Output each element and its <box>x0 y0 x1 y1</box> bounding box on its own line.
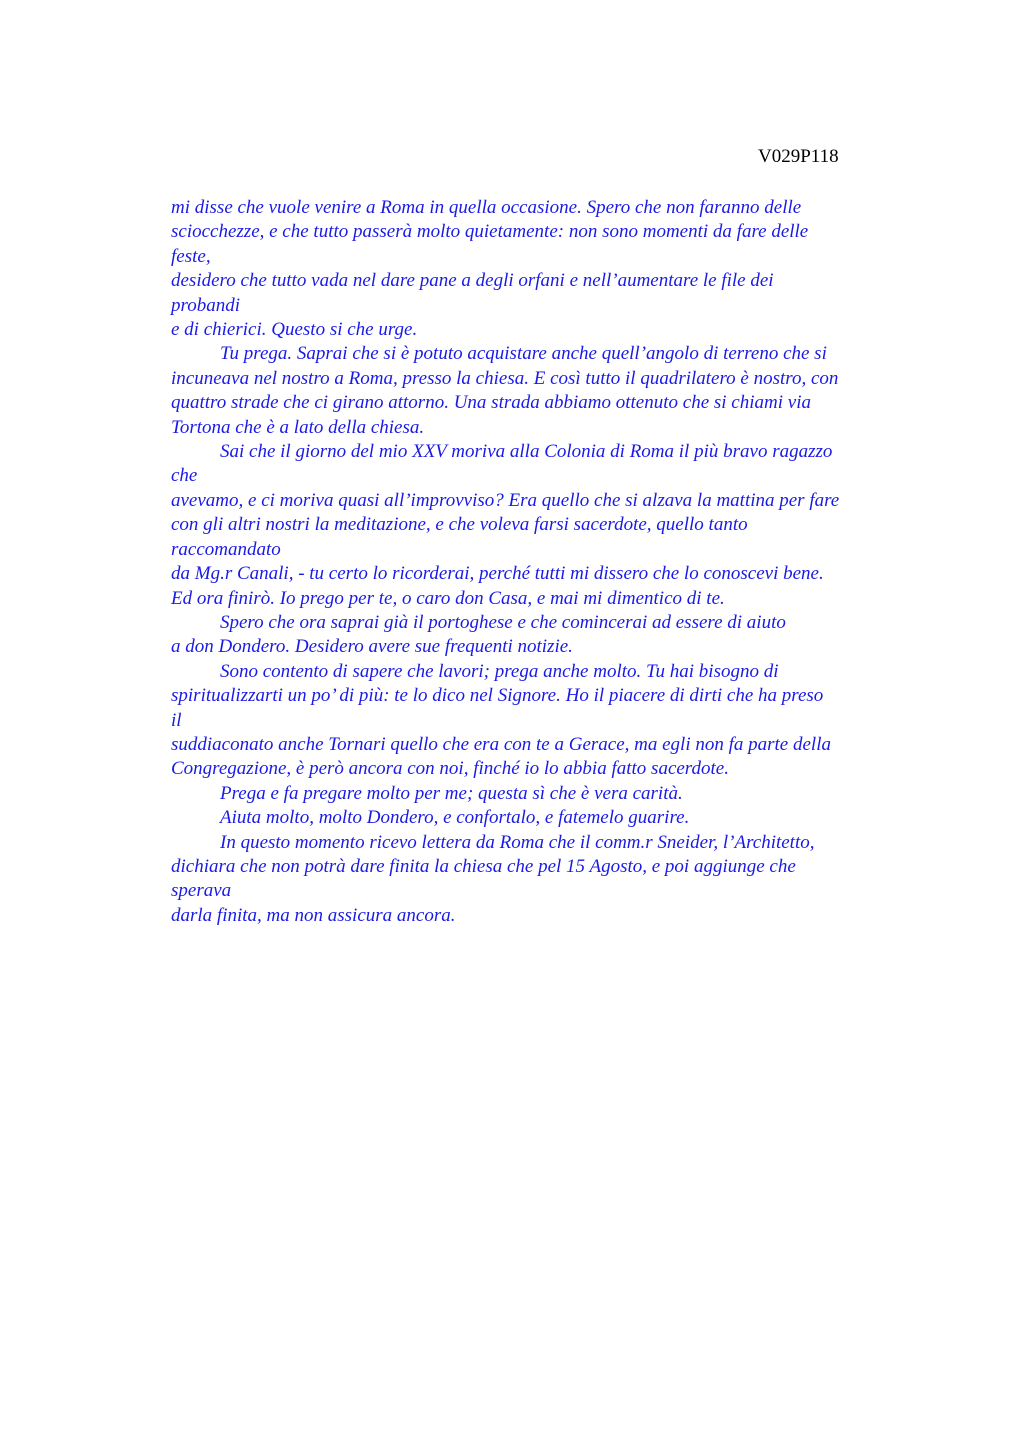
text-line: darla finita, ma non assicura ancora. <box>171 904 456 926</box>
letter-body <box>171 196 911 928</box>
text-line: Tortona che è a lato della chiesa. <box>171 416 425 438</box>
text-line: Ed ora finirò. Io prego per te, o caro don Casa, e mai mi dimentico di te. <box>171 587 725 609</box>
paragraph-start-line: Aiuta molto, molto Dondero, e confortalo, e fatemelo guarire. <box>220 807 690 829</box>
text-line: mi disse che vuole venire a Roma in quella occasione. Spero che non faranno delle <box>171 197 802 218</box>
text-line: Congregazione, è però ancora con noi, finché io lo abbia fatto sacerdote. <box>171 758 729 780</box>
paragraph-start-line: Sai che il giorno del mio XXV moriva alla Colonia di Roma il più bravo ragazzo <box>220 441 833 463</box>
text-line: dichiara che non potrà dare finita la chiesa che pel 15 Agosto, e poi aggiunge che <box>171 855 796 877</box>
text-line: avevamo, e ci moriva quasi all’improvviso? Era quello che si alzava la mattina per fare <box>171 489 840 511</box>
text-line: quattro strade che ci girano attorno. Una strada abbiamo ottenuto che si chiami via <box>171 392 811 414</box>
text-line: feste, <box>171 245 211 267</box>
text-line: sperava <box>171 880 232 902</box>
text-line: sciocchezze, e che tutto passerà molto quietamente: non sono momenti da fare delle <box>171 221 809 243</box>
text-line: a don Dondero. Desidero avere sue frequenti notizie. <box>171 636 573 658</box>
text-line: spiritualizzarti un po’ di più: te lo dico nel Signore. Ho il piacere di dirti che ha preso <box>171 685 824 707</box>
text-line: il <box>171 709 182 731</box>
text-line: raccomandato <box>171 538 281 560</box>
text-line: suddiaconato anche Tornari quello che era con te a Gerace, ma egli non fa parte della <box>171 733 831 755</box>
text-line: incuneava nel nostro a Roma, presso la chiesa. E così tutto il quadrilatero è nostro, con <box>171 367 839 389</box>
text-line: probandi <box>171 294 240 316</box>
paragraph-start-line: Spero che ora saprai già il portoghese e che comincerai ad essere di aiuto <box>220 611 786 633</box>
text-line: e di chierici. Questo si che urge. <box>171 319 418 341</box>
page-identifier: V029P118 <box>758 146 839 167</box>
paragraph-start-line: Tu prega. Saprai che si è potuto acquistare anche quell’angolo di terreno che si <box>220 343 827 365</box>
text-line: desidero che tutto vada nel dare pane a degli orfani e nell’aumentare le file dei <box>171 270 774 292</box>
text-line: da Mg.r Canali, - tu certo lo ricorderai, perché tutti mi dissero che lo conoscevi bene. <box>171 563 824 585</box>
text-line: che <box>171 465 198 487</box>
text-line: con gli altri nostri la meditazione, e che voleva farsi sacerdote, quello tanto <box>171 514 748 536</box>
paragraph-start-line: Sono contento di sapere che lavori; prega anche molto. Tu hai bisogno di <box>220 660 779 682</box>
paragraph-start-line: In questo momento ricevo lettera da Roma che il comm.r Sneider, l’Architetto, <box>220 831 815 853</box>
paragraph-start-line: Prega e fa pregare molto per me; questa sì che è vera carità. <box>220 782 683 804</box>
